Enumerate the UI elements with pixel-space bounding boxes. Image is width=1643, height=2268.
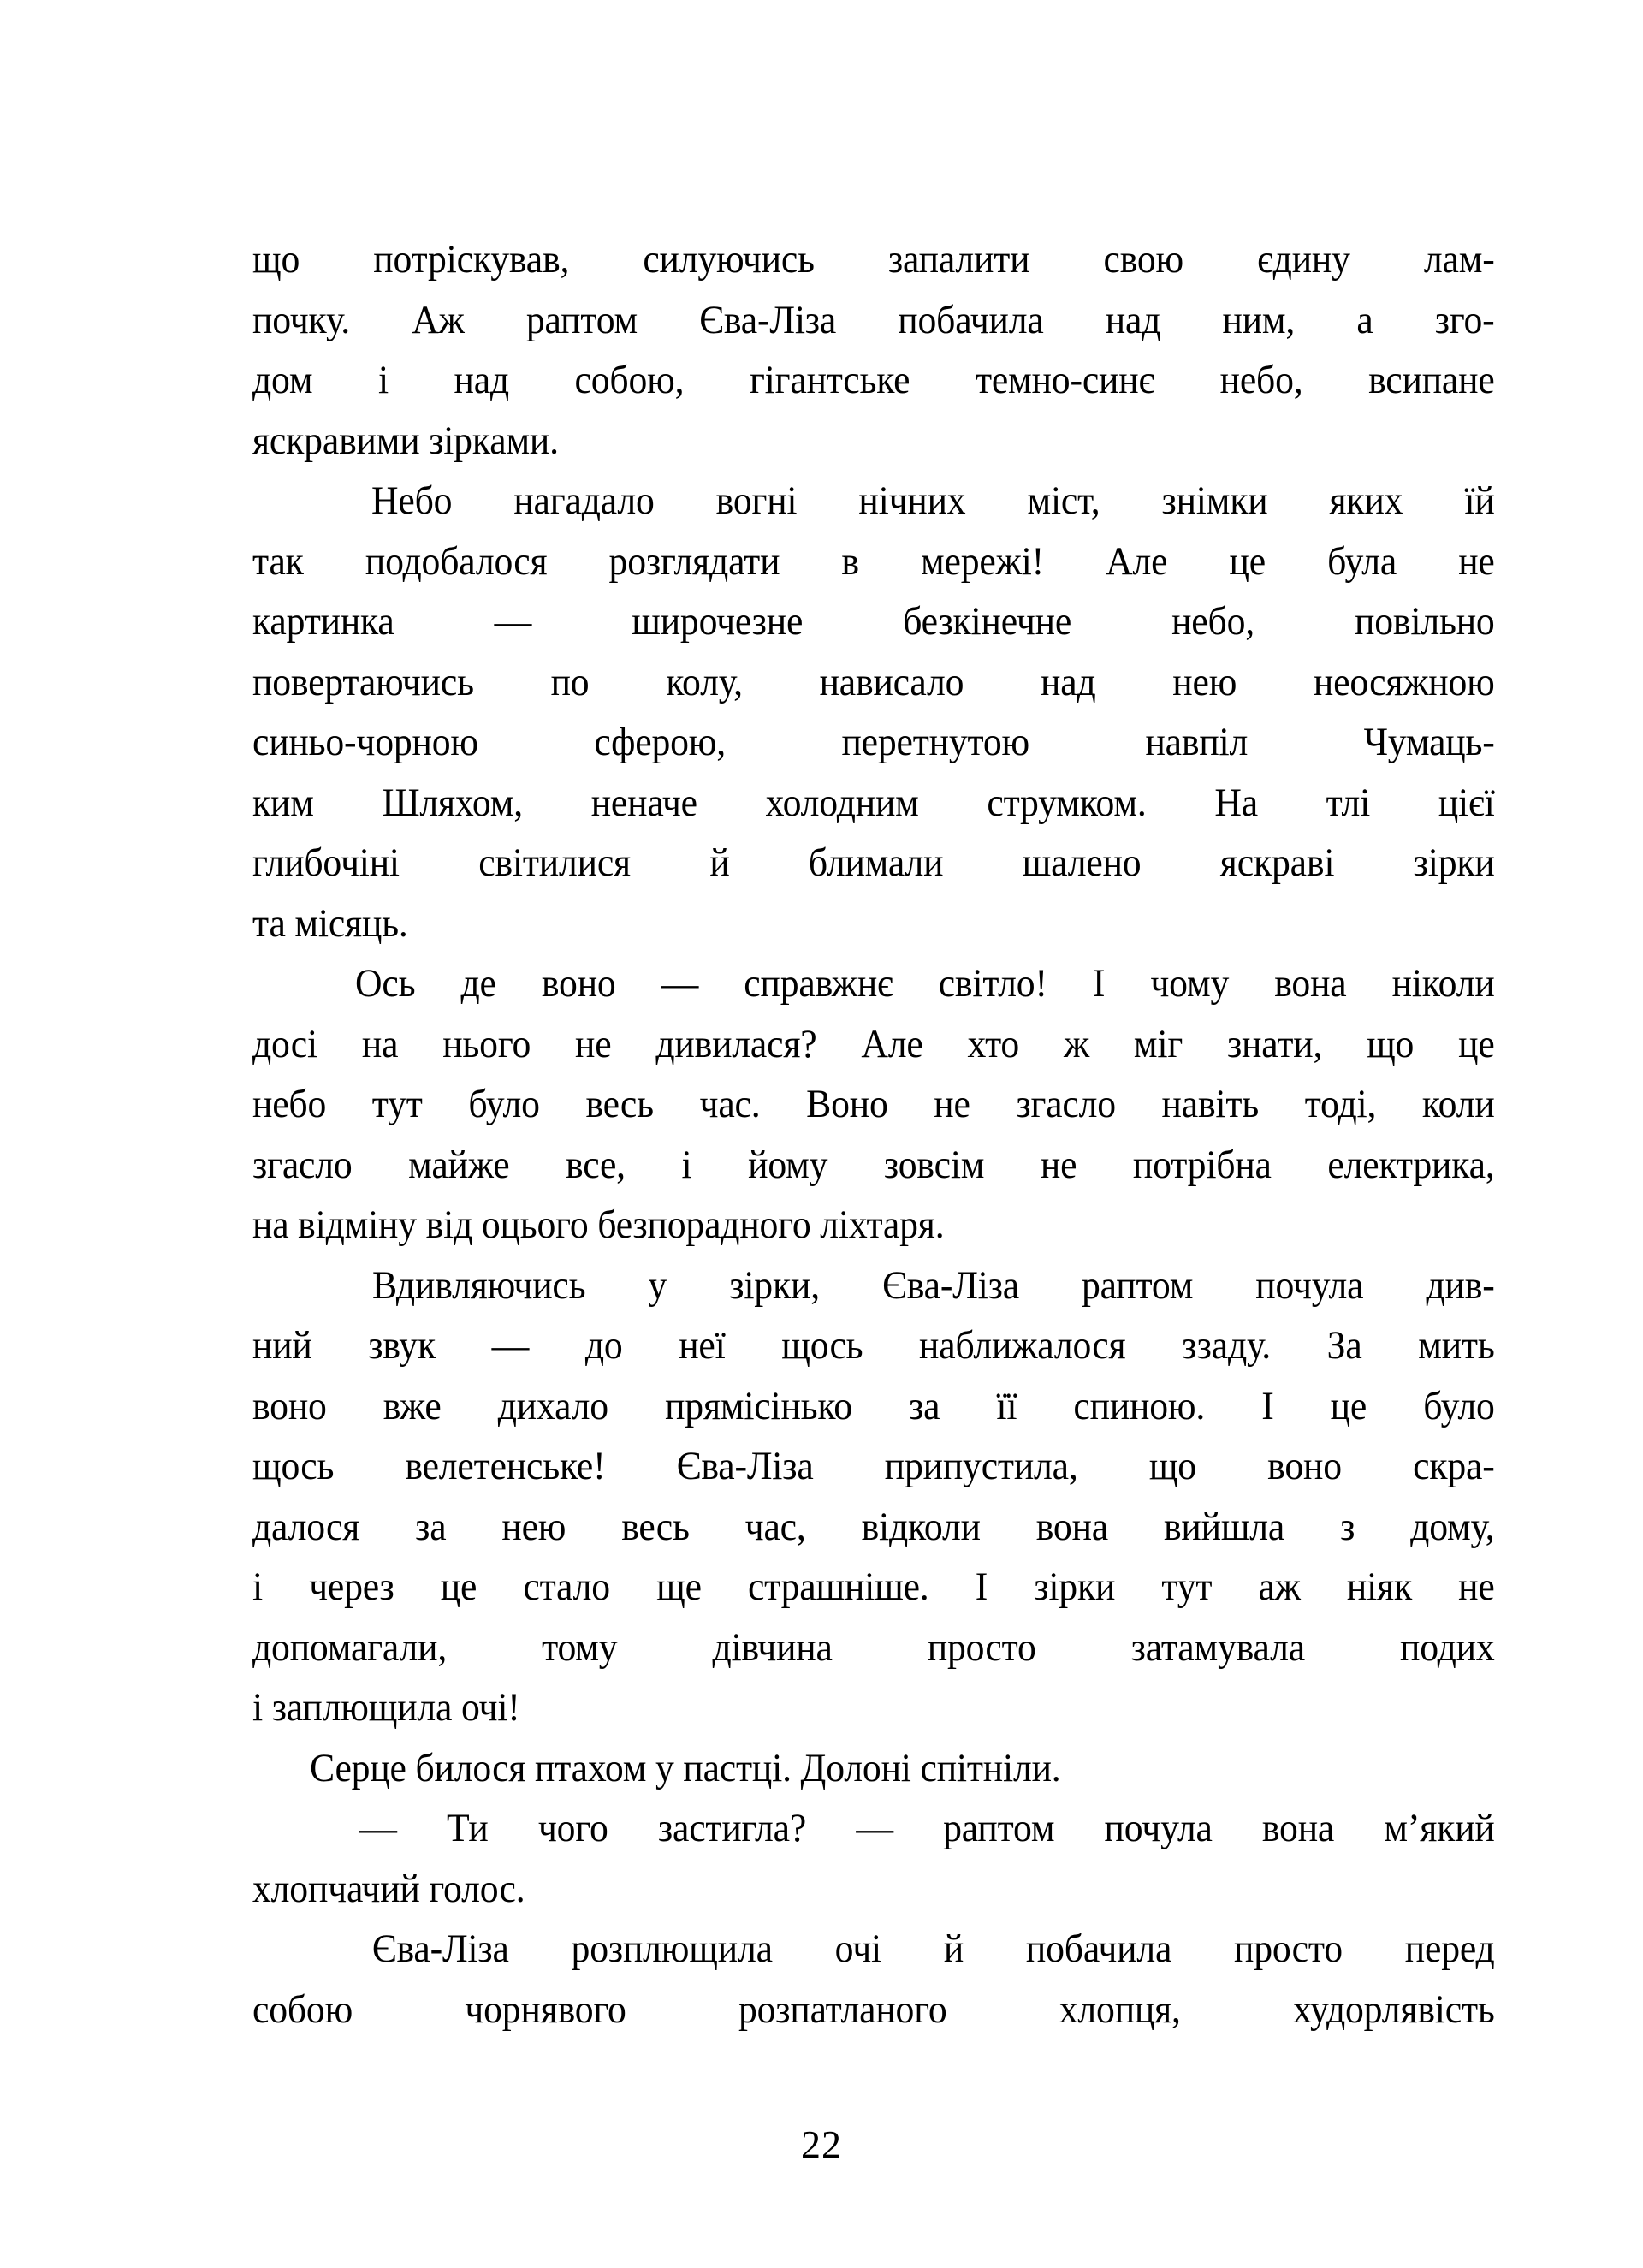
- word: майже: [408, 1142, 510, 1187]
- text-line: [252, 652, 1495, 713]
- word: щось: [252, 1444, 335, 1488]
- word: вона: [1261, 1806, 1335, 1850]
- word: —: [494, 599, 532, 644]
- paragraph: [252, 229, 1495, 471]
- word: почула: [1104, 1806, 1213, 1850]
- word: мить: [1418, 1323, 1495, 1368]
- text-line: [252, 1074, 1495, 1135]
- word: скра-: [1413, 1444, 1495, 1488]
- page-number: 22: [801, 2123, 842, 2166]
- word: блимали: [808, 840, 944, 885]
- text-line: [252, 1859, 1495, 1920]
- paragraph: [252, 1798, 1495, 1919]
- text-line: [252, 712, 1495, 773]
- word: Але: [1106, 538, 1168, 584]
- word: І: [1261, 1383, 1274, 1428]
- word: ззаду.: [1182, 1323, 1272, 1368]
- word: —: [856, 1806, 893, 1850]
- word: потрібна: [1132, 1142, 1272, 1187]
- word: світло!: [938, 961, 1047, 1006]
- paragraph: [252, 1256, 1495, 1738]
- word: струмком.: [987, 780, 1147, 825]
- word: весь: [621, 1504, 690, 1549]
- word: хто: [967, 1021, 1020, 1066]
- word: й: [943, 1927, 964, 1971]
- paragraph: [252, 1738, 1495, 1799]
- text-line: [252, 1436, 1495, 1497]
- word: ким: [252, 780, 314, 825]
- word: очі: [834, 1927, 881, 1971]
- word: І: [975, 1564, 988, 1609]
- word-run: на відміну від оцього безпорадного ліхтаря.: [252, 1202, 945, 1247]
- word: справжнє: [744, 961, 893, 1006]
- word: нависало: [819, 659, 964, 704]
- word: Ось: [355, 961, 416, 1006]
- word: це: [1229, 538, 1266, 584]
- word: чорнявого: [465, 1986, 626, 2032]
- word: синьо-чорною: [252, 720, 478, 764]
- word: тому: [542, 1624, 618, 1670]
- word: це: [440, 1564, 477, 1609]
- word: з: [1340, 1504, 1355, 1549]
- word: ніяк: [1346, 1564, 1413, 1609]
- paragraph: [252, 953, 1495, 1256]
- word: не: [1458, 1564, 1495, 1609]
- word: лам-: [1423, 237, 1495, 282]
- word: тут: [371, 1082, 423, 1126]
- word: Аж: [412, 297, 465, 342]
- word: і: [377, 358, 389, 402]
- word: яскраві: [1219, 840, 1335, 885]
- word: знати,: [1226, 1021, 1323, 1066]
- word: не: [934, 1082, 970, 1126]
- text-line: [252, 1980, 1495, 2040]
- word: не: [575, 1021, 612, 1066]
- text-line: [252, 1135, 1495, 1196]
- word: Єва-Ліза: [882, 1262, 1019, 1308]
- word: собою: [252, 1986, 353, 2032]
- word-run: та місяць.: [252, 900, 408, 946]
- text-line: [252, 591, 1495, 652]
- word: просто: [927, 1624, 1036, 1670]
- text-line: [252, 229, 1495, 290]
- text-line: [252, 833, 1495, 894]
- word: глибочіні: [252, 840, 400, 885]
- word: що: [1367, 1021, 1415, 1066]
- word: небо,: [1171, 599, 1255, 644]
- word: вогні: [715, 478, 798, 523]
- word: спиною.: [1073, 1383, 1206, 1428]
- word: Чумаць-: [1363, 720, 1495, 764]
- word: не: [1458, 538, 1495, 584]
- word: все,: [566, 1142, 626, 1187]
- text-line: [252, 1376, 1495, 1437]
- word: перетнутою: [841, 720, 1030, 764]
- word: що: [252, 237, 300, 282]
- word: аж: [1258, 1564, 1301, 1609]
- word: див-: [1426, 1262, 1495, 1308]
- word: до: [584, 1323, 623, 1368]
- word: стало: [523, 1564, 610, 1609]
- word: ще: [656, 1564, 702, 1609]
- word: згасло: [1016, 1082, 1116, 1126]
- word: вона: [1274, 961, 1347, 1006]
- paragraph-indent: [252, 953, 310, 1014]
- word: І: [1092, 961, 1106, 1006]
- text-line: [252, 290, 1495, 351]
- word: потріскував,: [373, 237, 570, 282]
- word: хлопця,: [1059, 1986, 1181, 2032]
- word: —: [661, 961, 699, 1006]
- paragraph-indent: [252, 471, 310, 531]
- word: міг: [1133, 1021, 1183, 1066]
- word: воно: [1267, 1444, 1342, 1488]
- word: почула: [1255, 1262, 1364, 1308]
- word: електрика,: [1327, 1142, 1495, 1187]
- word: запалити: [887, 237, 1030, 282]
- word: звук: [368, 1323, 436, 1368]
- word: Ти: [446, 1806, 489, 1850]
- word: весь: [585, 1082, 654, 1126]
- word: зірки,: [729, 1262, 820, 1308]
- word: припустила,: [884, 1444, 1078, 1488]
- word: досі: [252, 1021, 317, 1066]
- word: мережі!: [921, 538, 1044, 584]
- word: коли: [1421, 1082, 1495, 1126]
- word: над: [1105, 297, 1161, 342]
- word: собою,: [574, 358, 685, 402]
- word: нею: [501, 1504, 566, 1549]
- word: її: [996, 1383, 1017, 1428]
- word: дому,: [1410, 1504, 1495, 1549]
- word: м’який: [1384, 1806, 1495, 1850]
- word: у: [648, 1262, 667, 1308]
- text-line: [252, 1919, 1495, 1980]
- word: й: [709, 840, 730, 885]
- word: допомагали,: [252, 1624, 448, 1670]
- text-line: [252, 953, 1495, 1014]
- word: —: [491, 1323, 530, 1368]
- word: навіть: [1161, 1082, 1260, 1126]
- word-run: яскравими зірками.: [252, 418, 559, 463]
- text-line: [252, 894, 1495, 954]
- word: воно: [252, 1383, 327, 1428]
- text-line: [252, 1677, 1495, 1738]
- word: За: [1326, 1323, 1362, 1368]
- word: силуючись: [643, 237, 815, 282]
- word: згасло: [252, 1142, 353, 1187]
- text-line: [252, 1798, 1495, 1859]
- paragraph: [252, 1919, 1495, 2039]
- word: раптом: [943, 1806, 1055, 1850]
- word: сферою,: [594, 720, 727, 764]
- word: небо,: [1219, 358, 1303, 402]
- word-run: і заплющила очі!: [252, 1685, 520, 1730]
- word: побачила: [1025, 1927, 1172, 1971]
- word: На: [1214, 780, 1258, 825]
- text-line: [252, 1014, 1495, 1075]
- text-line: [252, 1256, 1495, 1316]
- text-line: [252, 1195, 1495, 1256]
- word-run: хлопчачий голос.: [252, 1866, 525, 1911]
- word: цієї: [1438, 780, 1495, 825]
- word: через: [309, 1564, 394, 1609]
- word: всипане: [1368, 358, 1495, 402]
- word: розпатланого: [738, 1986, 947, 2032]
- word: ніколи: [1391, 961, 1495, 1006]
- word: і: [252, 1564, 263, 1609]
- word: Воно: [806, 1082, 888, 1126]
- word: розплющила: [571, 1927, 773, 1971]
- text-line: [252, 471, 1495, 531]
- word: так: [252, 538, 304, 584]
- word: тлі: [1326, 780, 1371, 825]
- word: наближалося: [919, 1323, 1126, 1368]
- word: перед: [1404, 1927, 1495, 1971]
- word: що: [1148, 1444, 1196, 1488]
- word: не: [1040, 1142, 1077, 1187]
- word: щось: [781, 1323, 863, 1368]
- word: Єва-Ліза: [371, 1927, 509, 1971]
- word: за: [415, 1504, 447, 1549]
- word: Але: [861, 1021, 923, 1066]
- word: неначе: [590, 780, 697, 825]
- word: подобалося: [365, 538, 548, 584]
- text-line: [252, 411, 1495, 472]
- word: страшніше.: [747, 1564, 929, 1609]
- word: вже: [383, 1383, 442, 1428]
- word: по: [550, 659, 590, 704]
- word: затамувала: [1130, 1624, 1305, 1670]
- word: велетенське!: [405, 1444, 606, 1488]
- word: Небо: [371, 478, 453, 523]
- word: нею: [1172, 659, 1237, 704]
- word: ний: [252, 1323, 312, 1368]
- word: час.: [699, 1082, 761, 1126]
- word: неосяжною: [1313, 659, 1495, 704]
- word: зовсім: [883, 1142, 985, 1187]
- word: світилися: [478, 840, 631, 885]
- word: застигла?: [657, 1806, 807, 1850]
- word: небо: [252, 1082, 327, 1126]
- word: вийшла: [1163, 1504, 1285, 1549]
- text-line: [252, 531, 1495, 592]
- word: дивилася?: [655, 1021, 817, 1066]
- word: дом: [252, 358, 313, 402]
- text-line: [252, 773, 1495, 834]
- word: знімки: [1161, 478, 1268, 523]
- word: ним,: [1222, 297, 1296, 342]
- word: повертаючись: [252, 659, 474, 704]
- word: темно-синє: [975, 358, 1155, 402]
- word: просто: [1234, 1927, 1343, 1971]
- paragraph-indent: [252, 1919, 310, 1980]
- word: а: [1356, 297, 1373, 342]
- word: картинка: [252, 599, 394, 644]
- word: дівчина: [712, 1624, 833, 1670]
- word: раптом: [1082, 1262, 1194, 1308]
- word: прямісінько: [665, 1383, 852, 1428]
- word: яких: [1329, 478, 1403, 523]
- word: шалено: [1022, 840, 1142, 885]
- word: йому: [748, 1142, 828, 1187]
- word: єдину: [1257, 237, 1350, 282]
- word: почку.: [252, 297, 351, 342]
- word: їй: [1464, 478, 1495, 523]
- word: було: [1423, 1383, 1495, 1428]
- text-line: [252, 1315, 1495, 1376]
- word: нього: [442, 1021, 531, 1066]
- word: навпіл: [1145, 720, 1249, 764]
- word: нічних: [858, 478, 966, 523]
- word: зго-: [1434, 297, 1495, 342]
- word: раптом: [525, 297, 638, 342]
- word: міст,: [1027, 478, 1100, 523]
- word: відколи: [861, 1504, 981, 1549]
- word: подих: [1400, 1624, 1495, 1670]
- word: холодним: [765, 780, 919, 825]
- word: воно: [541, 961, 616, 1006]
- word: повільно: [1355, 599, 1495, 644]
- word: це: [1330, 1383, 1367, 1428]
- word: неї: [679, 1323, 726, 1368]
- word: було: [468, 1082, 540, 1126]
- word: над: [1041, 659, 1096, 704]
- word: нагадало: [513, 478, 655, 523]
- word: гігантське: [749, 358, 910, 402]
- text-line: [252, 1497, 1495, 1558]
- paragraph-indent: [252, 1798, 310, 1859]
- word: де: [460, 961, 496, 1006]
- paragraph-indent: [252, 1256, 310, 1316]
- word: тоді,: [1304, 1082, 1377, 1126]
- word: над: [454, 358, 509, 402]
- word: на: [361, 1021, 399, 1066]
- word: Вдивляючись: [372, 1262, 586, 1308]
- word: Шляхом,: [382, 780, 523, 825]
- text-line: [252, 1557, 1495, 1618]
- word: була: [1327, 538, 1397, 584]
- word: свою: [1103, 237, 1183, 282]
- word: і: [681, 1142, 692, 1187]
- word: в: [841, 538, 859, 584]
- word: побачила: [898, 297, 1044, 342]
- paragraph: [252, 471, 1495, 953]
- word: це: [1458, 1021, 1495, 1066]
- word: худорлявість: [1293, 1986, 1495, 2032]
- word: Єва-Ліза: [699, 297, 837, 342]
- text-line: [252, 1738, 1495, 1799]
- word: —: [359, 1806, 397, 1850]
- word: широчезне: [632, 599, 804, 644]
- text-line: [252, 1618, 1495, 1678]
- word: далося: [252, 1504, 360, 1549]
- word: ж: [1063, 1021, 1089, 1066]
- word-run: Серце билося птахом у пастці. Долоні спітніли.: [309, 1745, 1061, 1790]
- word: безкінечне: [903, 599, 1072, 644]
- word: розглядати: [608, 538, 780, 584]
- word: чому: [1150, 961, 1230, 1006]
- word: колу,: [666, 659, 743, 704]
- word: зірки: [1413, 840, 1495, 885]
- text-line: [252, 350, 1495, 411]
- word: зірки: [1034, 1564, 1116, 1609]
- word: дихало: [497, 1383, 608, 1428]
- word: чого: [537, 1806, 608, 1850]
- word: час,: [744, 1504, 806, 1549]
- page-text-block: [252, 229, 1495, 2039]
- word: вона: [1035, 1504, 1109, 1549]
- word: тут: [1161, 1564, 1213, 1609]
- word: за: [909, 1383, 940, 1428]
- word: Єва-Ліза: [676, 1444, 814, 1488]
